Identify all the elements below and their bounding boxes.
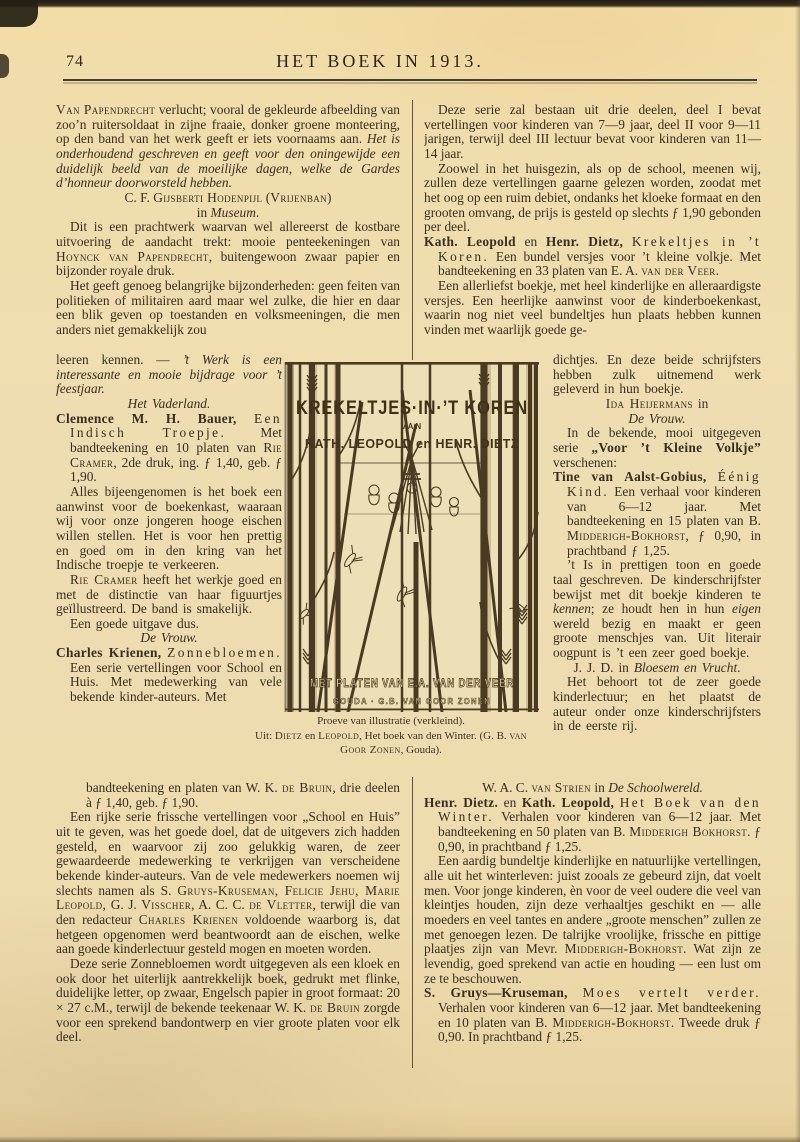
text-segment: ) xyxy=(327,189,332,205)
text-segment: Kath. Leopold xyxy=(424,233,516,249)
text-segment: Het Boek van den Winter. xyxy=(438,794,761,825)
scan-edge-top xyxy=(0,0,800,8)
text-segment: . xyxy=(737,659,741,675)
text-segment: Van Papendrecht xyxy=(56,103,156,117)
text-segment: , A. C. C. xyxy=(191,897,250,913)
text-segment: Henr. Dietz, xyxy=(545,233,624,249)
text-segment: Deze serie Zonnebloemen wordt uitgegeven als een kloek en ook door het uiterlijk aantrekkelijk boek, gedrukt met flinke, duidelijke letter, op zwaar, Engelsch papier in groot formaat: 20 × 27 c.M., terwijl de bekende teekenaar W. K. xyxy=(56,955,400,1015)
text-segment: verlucht; vooral de gekleurde afbeelding van zoo’n ruitersoldaat in zijne fraaie, donker groene monteering, op den band van het werk geeft er iets voornaams aan. xyxy=(56,103,400,147)
text-block xyxy=(553,558,761,661)
text-segment: Midderigh-Bokhorst xyxy=(552,1014,671,1030)
text-segment: Een aardig bundeltje kinderlijke en natuurlijke vertellingen, alle uit het winterleven: juist zooals ze gebeurd zijn, dat voelt men. Voor jonge kinderen, èn voor de veel oudere die veel van kleintjes houden, zijn deze verhaaltjes geschikt en — alle moeders en veel tantes en andere „groote menschen” zullen ze met genoegen lezen. De talrijke vroolijke, frissche en pittige plaatjes zijn van Mevr. xyxy=(424,853,761,957)
text-segment: Een allerliefst boekje, met heel kinderlijke en alleraardigste versjes. Een heerlijke aanwinst voor de kinderboekenkast, waarin nog niet veel bundeltjes hun plaats hebben kunnen vinden met waarlijk goede ge- xyxy=(424,277,761,337)
text-segment: wereld bezig en maakt er geen groote menschjes van. Uit literair oogpunt is ’t een zeer goed boekje. xyxy=(553,615,761,661)
text-segment: , terwijl die van den redacteur xyxy=(56,897,401,927)
text-segment: Charles Krienen, xyxy=(56,645,162,661)
scan-edge-right xyxy=(795,0,800,1142)
column-divider-bottom xyxy=(412,777,413,1068)
text-segment: J. J. D. in xyxy=(573,659,634,675)
text-block xyxy=(56,397,282,412)
page-title: HET BOEK IN 1913. xyxy=(276,51,484,71)
text-segment: Ida Heijermans xyxy=(605,395,693,411)
text-segment: W. A. C. xyxy=(482,780,532,795)
text-segment: „Voor ’t Kleine Volkje” xyxy=(591,439,761,455)
text-segment: , Gouda). xyxy=(400,744,442,756)
text-block xyxy=(424,781,761,796)
text-segment: De Vrouw. xyxy=(140,630,198,646)
text-block xyxy=(424,854,761,986)
text-segment: . xyxy=(715,263,720,279)
text-segment: Gruys-Kruseman, Felicie Jehu, Marie Leopold, xyxy=(56,882,400,913)
text-segment: in xyxy=(692,395,709,411)
text-segment: De Schoolwereld. xyxy=(608,780,703,795)
text-segment: Dit is een prachtwerk waarvan wel allereerst de kostbare uitvoering de aandacht trekt: mooie penteekeningen van xyxy=(56,219,400,249)
text-segment: Gijsberti Hodenpijl xyxy=(153,189,263,205)
text-block xyxy=(243,714,539,729)
text-block xyxy=(56,353,282,397)
text-segment: ( xyxy=(262,189,271,205)
left-column-bottom xyxy=(56,781,400,1045)
text-segment: . Wat zijn ze levendig, goed sprekend van actie en houding — een lust om ze te beschouwen. xyxy=(424,941,761,986)
text-segment: Hoynck van Papendrecht xyxy=(56,248,209,264)
text-segment: . Tweede druk ƒ 0,90. In prachtband ƒ 1,25. xyxy=(438,1014,761,1045)
illustration-bottom-border xyxy=(285,709,539,711)
text-segment: Moes vertelt verder. xyxy=(582,985,761,1001)
text-block xyxy=(424,235,761,279)
page-number: 74 xyxy=(66,53,84,70)
text-block xyxy=(56,191,400,206)
text-block xyxy=(56,631,282,646)
text-segment: , ƒ 0,90, in prachtband ƒ 1,25. xyxy=(567,527,761,558)
text-segment: en xyxy=(498,794,522,810)
text-segment: Rie Cramer xyxy=(70,571,138,587)
text-segment: zorgde voor een sprekend bandontwerp en vier groote platen voor elk deel. xyxy=(56,999,400,1045)
text-segment: Een bundel versjes voor ’t kleine volkje. Met bandteekening en 33 platen van E. A. xyxy=(438,248,761,279)
text-segment: Henr. Dietz. xyxy=(424,794,499,810)
text-segment: in xyxy=(196,204,211,220)
text-segment: Met bandteekening en 10 platen van xyxy=(70,425,282,455)
text-segment: Alles bijeengenomen is het boek een aanwinst voor de boekenkast, waaraan wij voor onze jongeren hooge eischen willen stellen. Het is voor hen prettig en goed om in den kring van het Indische troepje te verkeeren. xyxy=(56,483,282,573)
text-segment: in xyxy=(591,780,609,795)
text-segment: S. Gruys—Kruseman, xyxy=(424,985,568,1001)
text-segment: , 2de druk, ing. ƒ 1,40, geb. ƒ 1,90. xyxy=(70,454,282,485)
text-block xyxy=(243,729,539,758)
text-segment: , Het boek van den Winter. (G. B. xyxy=(359,729,510,742)
text-segment: van der Veer xyxy=(641,263,716,279)
cover-title-text: KREKELTJES·IN·’T KOREN xyxy=(296,398,528,419)
text-block xyxy=(56,810,400,957)
text-segment: Tine van Aalst-Gobius, xyxy=(553,469,707,485)
text-block xyxy=(56,220,400,279)
text-segment: C. F. xyxy=(124,189,154,205)
text-block xyxy=(553,397,761,412)
text-segment: Leopold xyxy=(318,729,360,742)
text-segment: Visscher xyxy=(141,897,192,913)
text-segment: dichtjes. En deze beide schrijfsters hebben zulk uitnemend werk geleverd in hun boekje. xyxy=(553,353,761,397)
text-segment: Vrijenban xyxy=(270,189,328,205)
illustration-top-border xyxy=(285,362,539,365)
text-segment: de Bruin xyxy=(281,780,333,795)
text-block xyxy=(56,485,282,573)
text-segment: verschenen: xyxy=(553,454,617,470)
book-cover-illustration xyxy=(284,362,540,712)
text-segment: Het Vaderland. xyxy=(127,395,211,411)
text-block xyxy=(56,206,400,221)
scan-blot-top-left xyxy=(0,0,38,27)
text-segment: In de bekende, mooi uitgegeven serie xyxy=(553,425,761,455)
text-segment: ; ze houdt hen in hun xyxy=(590,601,732,617)
text-block xyxy=(56,646,282,705)
text-segment: . xyxy=(255,204,260,220)
text-segment: Een rijke serie frissche vertellingen voor „School en Huis” uit te geven, was het goede doel, dat de uitgevers zich hadden gesteld, en waarvoor zij zoo gelukkig waren, de zeer gewaardeerde medewerking te verkrijgen van verscheidene bekende kinder-auteurs. Van de vele medewerkers noemen wij slechts namen als S. xyxy=(56,809,400,898)
text-block xyxy=(553,470,761,558)
text-segment xyxy=(623,234,632,249)
scan-edge-bottom xyxy=(0,1136,800,1142)
text-segment: Zoowel in het huisgezin, als op de school, meenen wij, zullen deze vertellingen gaarne gelezen worden, zoodat met het oog op een ruim debiet, ondanks het kloeke formaat en den grooten omvang, de prijs is gesteld op slechts ƒ 1,90 gebonden per deel. xyxy=(424,160,761,235)
text-block xyxy=(56,103,400,191)
text-segment: Een serie vertellingen voor School en Huis. Met medewerking van vele bekende kinder-auteurs. Met xyxy=(70,659,282,705)
text-segment: Rie Cramer xyxy=(70,439,282,470)
text-block xyxy=(56,617,282,632)
text-segment: heeft het werkje goed en met de distinctie van haar figuurtjes geïllustreerd. De band is smakelijk. xyxy=(56,571,282,617)
text-block xyxy=(56,957,400,1045)
text-segment xyxy=(568,985,583,1000)
text-segment: Midderigh Bokhorst xyxy=(629,823,748,839)
text-segment: de Bruin xyxy=(310,999,360,1015)
text-segment: van Goor Zonen xyxy=(340,729,527,756)
text-segment: Het is onderhoudend geschreven en geeft voor den oningewijde een duidelijk beeld van de moeilijke dagen, welke de Gardes d’honneur doorworsteld hebben. xyxy=(56,131,400,191)
text-segment: De Vrouw. xyxy=(628,410,686,426)
text-block xyxy=(56,412,282,485)
text-segment: Charles Krienen xyxy=(138,911,239,927)
text-segment: Proeve van illustratie (verkleind). xyxy=(317,715,465,727)
text-block xyxy=(56,573,282,617)
text-block xyxy=(424,279,761,338)
text-block xyxy=(553,353,761,397)
text-segment: Clemence M. H. Bauer, xyxy=(56,410,237,426)
text-block xyxy=(553,426,761,470)
cover-van-text: VAN xyxy=(400,422,424,431)
text-segment: ’t Werk is een interessante en mooie bijdrage voor ’t feestjaar. xyxy=(56,353,282,397)
illustration-caption xyxy=(243,714,539,758)
text-segment: Verhalen voor kinderen van 6—12 jaar. Met bandteekening en 10 platen van B. xyxy=(438,999,761,1030)
text-segment xyxy=(237,411,254,426)
cover-authors-text: KATH. LEOPOLD en HENR. DIETZ xyxy=(305,436,519,451)
text-segment: Verhalen voor kinderen van 6—12 jaar. Met bandteekening en 50 platen van B. xyxy=(438,809,761,839)
text-segment: Een verhaal voor kinderen van 6—12 jaar. Met bandteekening en 15 platen van B. xyxy=(567,483,761,529)
text-segment: Dietz xyxy=(274,729,303,742)
text-segment: ’t Is in prettigen toon en goede taal geschreven. De kinderschrijfster bewijst met dit boekje kinderen te xyxy=(553,557,761,602)
text-block xyxy=(553,661,761,676)
text-block xyxy=(424,162,761,235)
column-divider-top xyxy=(412,100,413,360)
text-segment: en xyxy=(302,729,319,742)
text-segment: de Vletter xyxy=(249,897,313,913)
right-column-bottom xyxy=(424,781,761,1045)
text-segment: Het geeft genoeg belangrijke bijzonderheden: geen feiten van politieken of militairen aard maar wel zulke, die hier en daar een blik geven op toestanden en volksmeeningen, die men anders niet gemakkelijk zou xyxy=(56,277,400,337)
text-block xyxy=(553,412,761,427)
text-segment: Midderigh-Bokhorst xyxy=(564,941,684,957)
text-segment: van Strien xyxy=(531,780,592,795)
cover-publisher-text: GOUDA · G.B. VAN GOOR ZONEN xyxy=(333,696,491,706)
text-segment: Museum xyxy=(210,204,256,220)
text-segment: Midderigh-Bokhorst xyxy=(567,527,686,543)
text-block xyxy=(553,675,761,734)
text-segment: eigen xyxy=(732,601,761,617)
woodcut-illustration xyxy=(284,362,540,712)
text-segment: en xyxy=(515,233,546,249)
text-segment: voldoende waarborg is, dat hetgeen opgenomen werd beantwoordt aan de eischen, welke aan goede kinderlectuur gesteld mogen en moeten worden. xyxy=(56,911,400,957)
text-segment: Een Indisch Troepje. xyxy=(70,410,282,441)
text-segment: Het behoort tot de zeer goede kinderlectuur; en het plaatst de auteur onder onze kinderschrijfsters in de eerste rij. xyxy=(553,674,761,734)
right-column-top xyxy=(424,103,761,353)
text-segment: G. J. xyxy=(106,897,142,913)
text-block xyxy=(56,781,400,810)
right-column-narrow xyxy=(553,353,761,781)
text-block xyxy=(424,103,761,162)
text-segment: Bloesem en Vrucht xyxy=(633,659,738,675)
left-column-top xyxy=(56,103,400,353)
text-segment: kennen xyxy=(553,601,591,617)
cover-credit-text: MET PLATEN VAN E.A. VAN DER VEER xyxy=(310,678,514,690)
text-segment: Éénig Kind. xyxy=(567,469,761,499)
text-segment: , drie deelen à ƒ 1,40, geb. ƒ 1,90. xyxy=(86,780,400,810)
text-segment: Deze serie zal bestaan uit drie deelen, deel I bevat vertellingen voor kinderen van 7—9 jaar, deel II voor 9—11 jarigen, terwijl deel III lectuur bevat voor kinderen van 11—14 jaar. xyxy=(424,103,761,161)
text-segment: . ƒ 0,90, in prachtband ƒ 1,25. xyxy=(438,823,761,854)
text-segment: Uit: xyxy=(255,729,275,742)
header-rule xyxy=(63,79,757,81)
text-segment: Kath. Leopold, xyxy=(521,794,615,810)
text-segment: Een goede uitgave dus. xyxy=(70,615,199,631)
text-block xyxy=(424,796,761,855)
text-segment: leeren kennen. — xyxy=(56,353,183,367)
text-segment xyxy=(707,469,718,484)
text-block xyxy=(424,986,761,1045)
text-segment: Zonnebloemen. xyxy=(167,645,282,661)
text-segment: , buitengewoon zwaar papier en bijzonder royale druk. xyxy=(56,248,400,279)
text-block xyxy=(56,279,400,338)
text-segment: bandteekening en platen van W. K. xyxy=(86,780,282,795)
text-segment: Krekeltjes in ’t Koren. xyxy=(438,233,761,264)
